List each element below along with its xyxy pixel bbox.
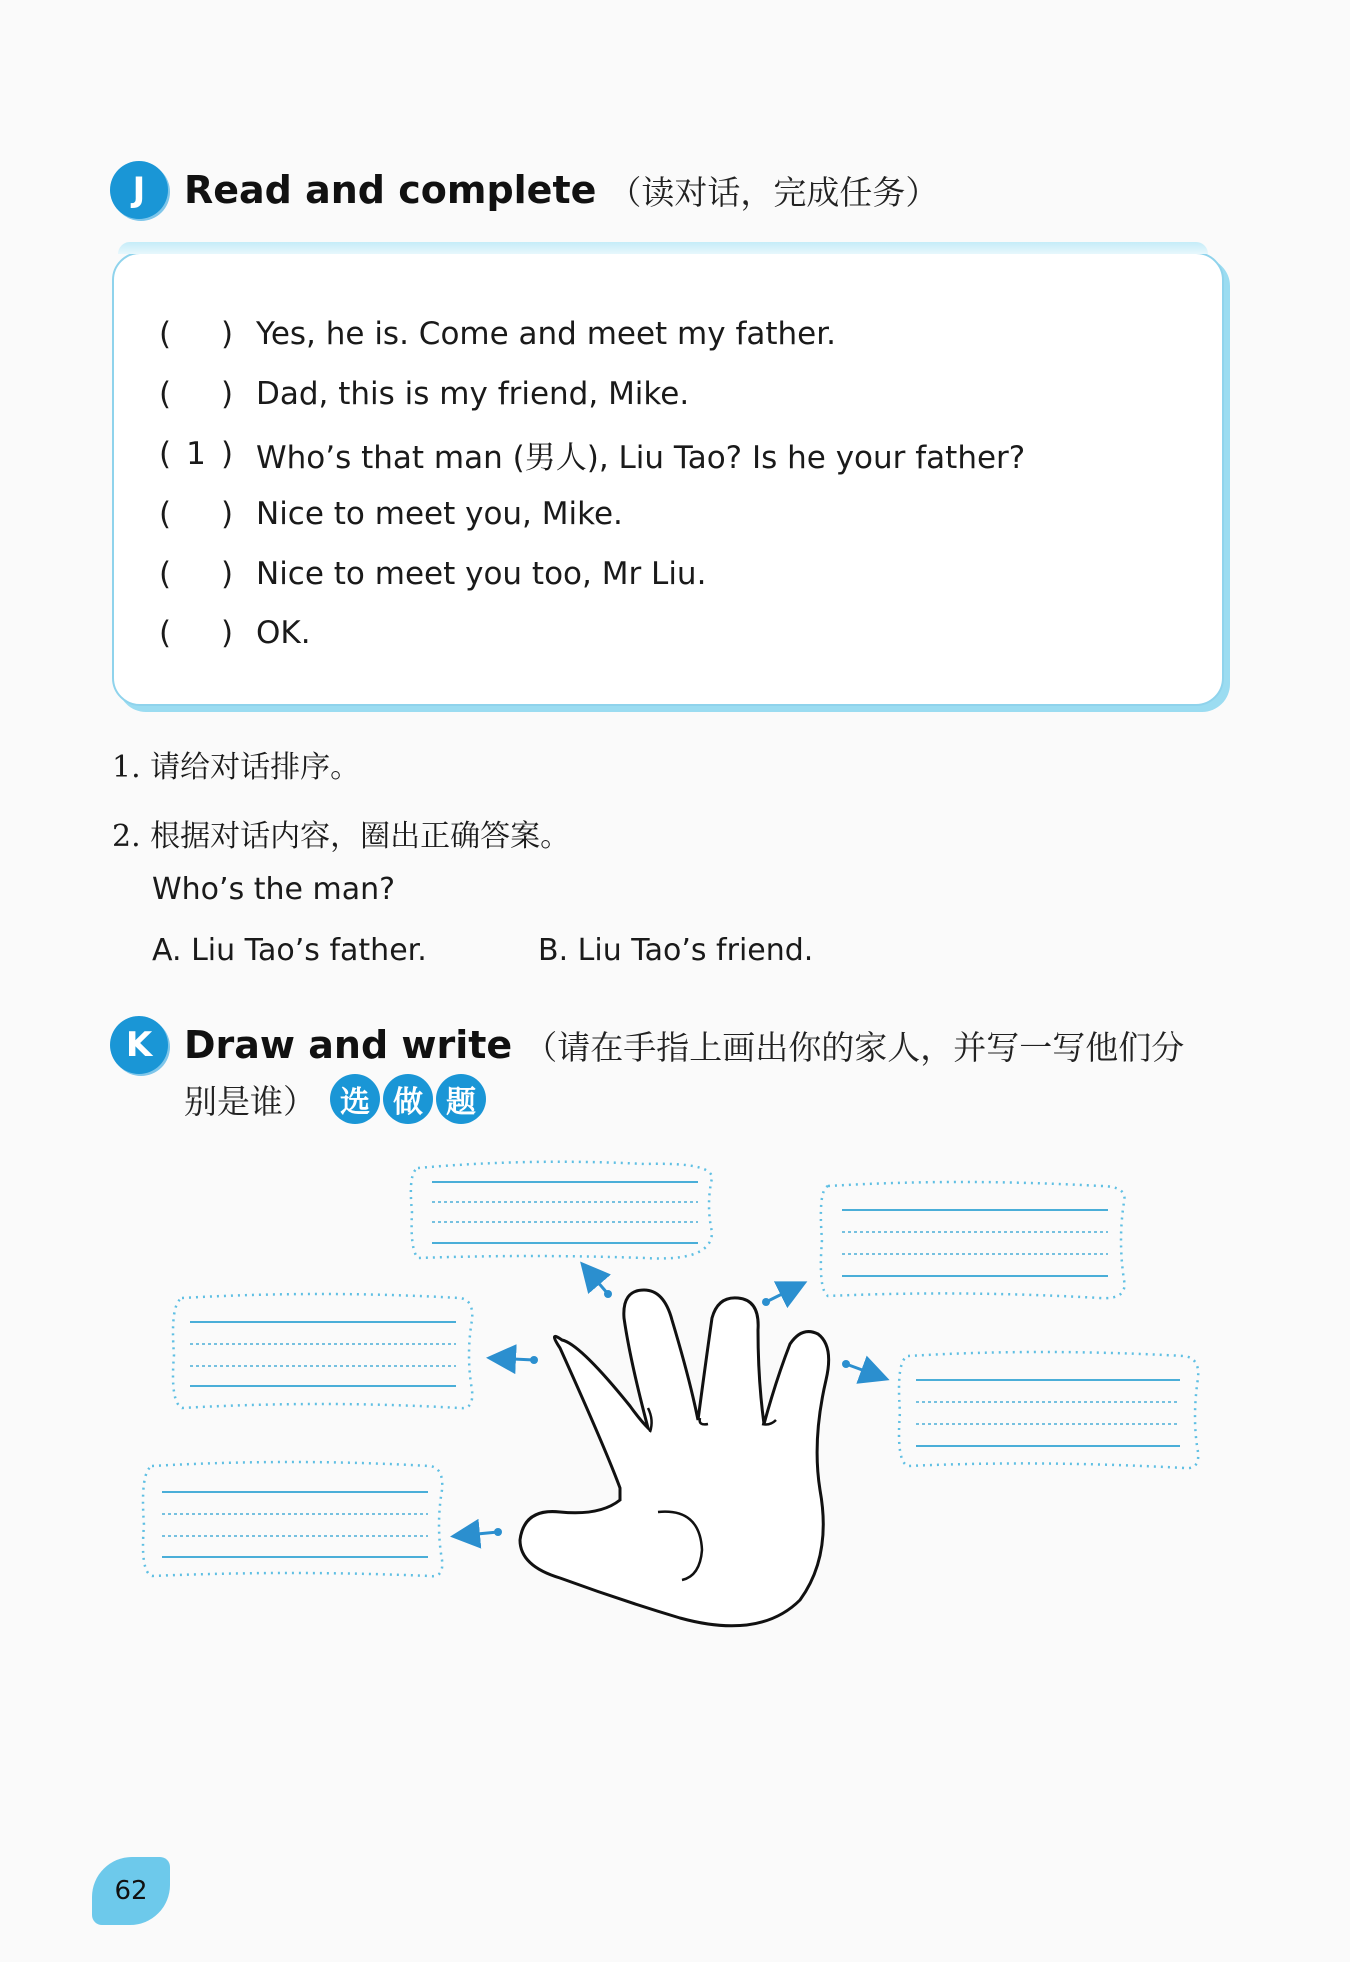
- task-1: 1. 请给对话排序。: [112, 750, 361, 785]
- dialogue-line: ( ) OK.: [158, 615, 311, 651]
- dialogue-text: Nice to meet you, Mike.: [256, 496, 623, 532]
- write-box-top-left[interactable]: [411, 1162, 712, 1259]
- dialogue-text: Yes, he is. Come and meet my father.: [256, 316, 836, 352]
- dialogue-text: Who’s that man (男人), Liu Tao? Is he your father?: [256, 439, 1026, 476]
- section-j-subtitle: （读对话，完成任务）: [608, 172, 939, 212]
- write-box-middle-right[interactable]: [899, 1352, 1198, 1468]
- tag-char: 做: [383, 1074, 433, 1124]
- section-k-badge: K: [110, 1016, 168, 1074]
- write-box-bottom-left[interactable]: [143, 1462, 442, 1576]
- section-k-title: Draw and write: [184, 1023, 513, 1067]
- section-j-title: Read and complete: [184, 168, 597, 212]
- write-box-middle-left[interactable]: [173, 1294, 472, 1408]
- dialogue-line: ( ) Nice to meet you, Mike.: [158, 496, 623, 532]
- order-blank[interactable]: 1: [186, 436, 206, 472]
- dialogue-line: ( ) Yes, he is. Come and meet my father.: [158, 316, 836, 352]
- section-k-subtitle-line2: 别是谁）: [184, 1081, 316, 1121]
- page-number: 62: [92, 1857, 170, 1925]
- dialogue-text: OK.: [256, 615, 311, 651]
- dialogue-line: ( 1 ) Who’s that man (男人), Liu Tao? Is he your father?: [154, 432, 1025, 476]
- dialogue-line: ( ) Nice to meet you too, Mr Liu.: [158, 556, 707, 592]
- tag-char: 题: [436, 1074, 486, 1124]
- hand-outline: [520, 1290, 829, 1626]
- dialogue-text: Dad, this is my friend, Mike.: [256, 376, 690, 412]
- write-box-top-right[interactable]: [821, 1182, 1125, 1298]
- option-b[interactable]: B. Liu Tao’s friend.: [538, 933, 814, 968]
- dialogue-text: Nice to meet you too, Mr Liu.: [256, 556, 707, 592]
- option-a[interactable]: A. Liu Tao’s father.: [152, 933, 427, 968]
- task-2: 2. 根据对话内容，圈出正确答案。: [112, 819, 571, 854]
- section-k-subtitle: （请在手指上画出你的家人，并写一写他们分: [524, 1027, 1185, 1067]
- question: Who’s the man?: [152, 872, 396, 907]
- tag-char: 选: [330, 1074, 380, 1124]
- section-j-badge: J: [110, 161, 168, 219]
- dialogue-line: ( ) Dad, this is my friend, Mike.: [158, 376, 690, 412]
